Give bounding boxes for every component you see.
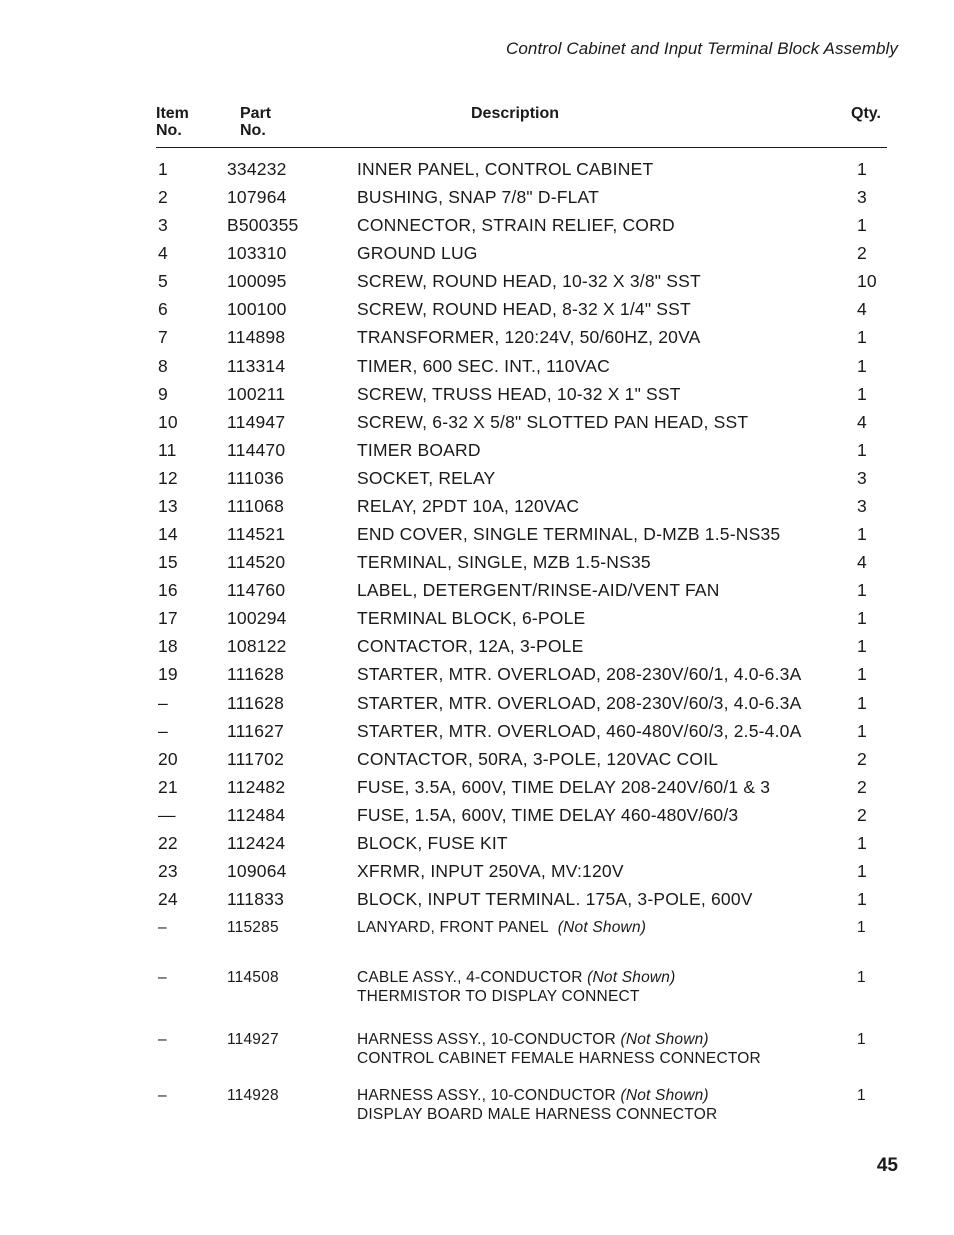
description-line-2: THERMISTOR TO DISPLAY CONNECT: [357, 988, 640, 1005]
column-header-item: [156, 105, 189, 139]
quantity: 2: [857, 243, 867, 264]
part-number: 114470: [227, 439, 286, 460]
description: CONNECTOR, STRAIN RELIEF, CORD: [357, 215, 675, 236]
description-line: [357, 1086, 717, 1105]
part-number: 114927: [227, 1031, 279, 1048]
item-number: –: [158, 692, 168, 713]
description: BUSHING, SNAP 7/8" D-FLAT: [357, 187, 600, 208]
quantity: 1: [857, 215, 867, 236]
description: CONTACTOR, 12A, 3-POLE: [357, 636, 584, 657]
header-rule: [156, 147, 887, 148]
column-header-qty: Qty.: [851, 105, 881, 122]
description: GROUND LUG: [357, 243, 478, 264]
running-header: Control Cabinet and Input Terminal Block Assembly: [506, 39, 898, 58]
part-number: 111702: [227, 748, 284, 769]
quantity: 1: [857, 969, 866, 986]
quantity: 1: [857, 919, 866, 936]
quantity: 1: [857, 580, 867, 601]
quantity: 10: [857, 271, 877, 292]
quantity: 3: [857, 187, 867, 208]
part-number: 114508: [227, 969, 279, 986]
part-number: 100294: [227, 608, 287, 629]
quantity: 1: [857, 832, 867, 853]
page-number: 45: [876, 1155, 898, 1176]
part-number: 113314: [227, 355, 286, 376]
part-number: B500355: [227, 215, 299, 236]
quantity: 1: [857, 608, 867, 629]
part-number: 100095: [227, 271, 287, 292]
item-number: –: [158, 720, 168, 741]
item-number: 19: [158, 664, 178, 685]
part-number: 109064: [227, 861, 287, 881]
item-number: –: [158, 919, 167, 936]
quantity: 1: [857, 383, 867, 404]
part-number: 112482: [227, 776, 286, 797]
part-number: 111628: [227, 692, 284, 713]
description: INNER PANEL, CONTROL CABINET: [357, 159, 654, 179]
part-number: 108122: [227, 636, 287, 657]
description-line: [357, 968, 675, 987]
part-number: 334232: [227, 159, 287, 179]
description: [357, 968, 675, 1006]
description-text: HARNESS ASSY., 10-CONDUCTOR: [357, 1031, 616, 1048]
quantity: 4: [857, 552, 867, 573]
description: LABEL, DETERGENT/RINSE-AID/VENT FAN: [357, 580, 720, 601]
description-line: [357, 1030, 761, 1049]
part-number: 114947: [227, 411, 286, 432]
description: STARTER, MTR. OVERLOAD, 208-230V/60/3, 4.0-6.3A: [357, 692, 802, 713]
description: FUSE, 1.5A, 600V, TIME DELAY 460-480V/60/3: [357, 804, 739, 825]
quantity: 3: [857, 467, 867, 488]
not-shown-note: (Not Shown): [587, 969, 676, 986]
description: TIMER BOARD: [357, 439, 481, 460]
item-number: 6: [158, 299, 168, 320]
item-number: —: [158, 804, 176, 825]
quantity: 1: [857, 439, 867, 460]
item-number: 4: [158, 243, 168, 264]
quantity: 1: [857, 636, 867, 657]
description: STARTER, MTR. OVERLOAD, 208-230V/60/1, 4.0-6.3A: [357, 664, 802, 685]
column-header-item-line2: No.: [156, 122, 182, 139]
part-number: 115285: [227, 919, 279, 936]
column-header-part-line2: No.: [240, 122, 266, 139]
item-number: –: [158, 1031, 167, 1048]
description-line-2: DISPLAY BOARD MALE HARNESS CONNECTOR: [357, 1106, 718, 1123]
item-number: 5: [158, 271, 168, 292]
description: SCREW, ROUND HEAD, 10-32 X 3/8" SST: [357, 271, 701, 292]
item-number: 7: [158, 327, 168, 348]
item-number: 8: [158, 355, 168, 376]
item-number: 20: [158, 748, 178, 769]
quantity: 1: [857, 1031, 866, 1048]
description: CONTACTOR, 50RA, 3-POLE, 120VAC COIL: [357, 748, 719, 769]
description: BLOCK, INPUT TERMINAL. 175A, 3-POLE, 600V: [357, 889, 753, 910]
item-number: 24: [158, 889, 178, 910]
part-number: 111833: [227, 889, 284, 910]
part-number: 107964: [227, 187, 287, 208]
column-header-part: [240, 105, 271, 139]
description: STARTER, MTR. OVERLOAD, 460-480V/60/3, 2.5-4.0A: [357, 720, 802, 741]
item-number: –: [158, 1087, 167, 1104]
quantity: 1: [857, 355, 867, 376]
part-number: 114760: [227, 580, 286, 601]
part-number: 114928: [227, 1087, 279, 1104]
description: TERMINAL, SINGLE, MZB 1.5-NS35: [357, 552, 651, 573]
quantity: 1: [857, 720, 867, 741]
part-number: 111627: [227, 720, 284, 741]
part-number: 114521: [227, 524, 286, 545]
quantity: 1: [857, 1087, 866, 1104]
not-shown-note: (Not Shown): [620, 1087, 709, 1104]
quantity: 1: [857, 159, 867, 179]
item-number: 11: [158, 439, 177, 460]
item-number: 17: [158, 608, 178, 629]
item-number: 22: [158, 832, 178, 853]
part-number: 111036: [227, 467, 284, 488]
not-shown-note: (Not Shown): [620, 1031, 709, 1048]
part-number: 111628: [227, 664, 284, 685]
description: SOCKET, RELAY: [357, 467, 496, 488]
part-number: 112484: [227, 804, 286, 825]
quantity: 2: [857, 776, 867, 797]
item-number: 12: [158, 467, 178, 488]
part-number: 114520: [227, 552, 286, 573]
description: SCREW, 6-32 X 5/8" SLOTTED PAN HEAD, SST: [357, 411, 749, 432]
part-number: 100211: [227, 383, 286, 404]
description: BLOCK, FUSE KIT: [357, 832, 508, 853]
quantity: 4: [857, 299, 867, 320]
item-number: 3: [158, 215, 168, 236]
quantity: 1: [857, 692, 867, 713]
description-text: LANYARD, FRONT PANEL: [357, 919, 549, 936]
description: [357, 1030, 761, 1068]
column-header-part-line1: Part: [240, 105, 272, 122]
description: TRANSFORMER, 120:24V, 50/60HZ, 20VA: [357, 327, 701, 348]
column-header-description: Description: [471, 105, 560, 122]
item-number: –: [158, 969, 167, 986]
item-number: 18: [158, 636, 178, 657]
description: XFRMR, INPUT 250VA, MV:120V: [357, 861, 624, 881]
quantity: 1: [857, 664, 867, 685]
description: RELAY, 2PDT 10A, 120VAC: [357, 495, 580, 516]
description-line: [357, 918, 646, 937]
description-text: CABLE ASSY., 4-CONDUCTOR: [357, 969, 583, 986]
description: TIMER, 600 SEC. INT., 110VAC: [357, 355, 610, 376]
item-number: 14: [158, 524, 178, 545]
quantity: 2: [857, 748, 867, 769]
description: END COVER, SINGLE TERMINAL, D-MZB 1.5-NS35: [357, 524, 781, 545]
part-number: 103310: [227, 243, 287, 264]
description-text: HARNESS ASSY., 10-CONDUCTOR: [357, 1087, 616, 1104]
description: SCREW, ROUND HEAD, 8-32 X 1/4" SST: [357, 299, 691, 320]
quantity: 1: [857, 889, 867, 910]
description: SCREW, TRUSS HEAD, 10-32 X 1" SST: [357, 383, 681, 404]
item-number: 21: [158, 776, 178, 797]
item-number: 1: [158, 159, 168, 179]
part-number: 100100: [227, 299, 287, 320]
quantity: 2: [857, 804, 867, 825]
item-number: 2: [158, 187, 168, 208]
quantity: 1: [857, 861, 867, 881]
item-number: 10: [158, 411, 178, 432]
item-number: 16: [158, 580, 178, 601]
description: FUSE, 3.5A, 600V, TIME DELAY 208-240V/60/1 & 3: [357, 776, 771, 797]
description-line-2: CONTROL CABINET FEMALE HARNESS CONNECTOR: [357, 1050, 761, 1067]
column-header-item-line1: Item: [156, 105, 189, 122]
not-shown-note: (Not Shown): [557, 919, 647, 936]
quantity: 3: [857, 495, 867, 516]
part-number: 111068: [227, 495, 284, 516]
item-number: 13: [158, 495, 178, 516]
item-number: 15: [158, 552, 178, 573]
quantity: 1: [857, 524, 867, 545]
description: TERMINAL BLOCK, 6-POLE: [357, 608, 586, 629]
part-number: 114898: [227, 327, 286, 348]
part-number: 112424: [227, 832, 286, 853]
quantity: 4: [857, 411, 867, 432]
item-number: 23: [158, 861, 178, 881]
item-number: 9: [158, 383, 168, 404]
description: [357, 918, 646, 937]
quantity: 1: [857, 327, 867, 348]
description: [357, 1086, 717, 1124]
